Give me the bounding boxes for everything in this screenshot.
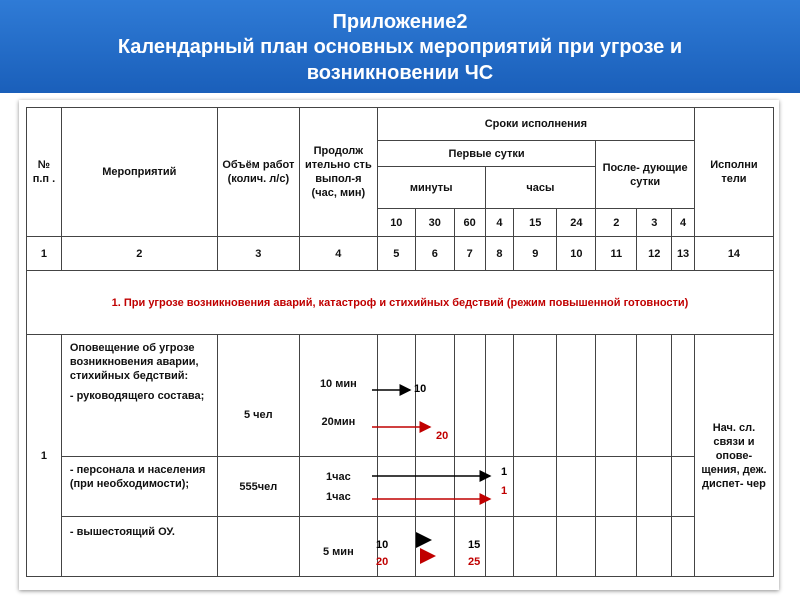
header-next-days: После- дующие сутки [596,141,695,209]
header-banner [0,0,800,93]
header-deadlines: Сроки исполнения [377,108,694,141]
header-volume: Объём работ (колич. л/с) [217,108,299,237]
sub-4: 4 [485,209,514,237]
duration-c: 5 мин [299,517,377,577]
header-hours: часы [485,167,596,209]
sub-day-2: 2 [596,209,637,237]
index-cell: 5 [377,237,415,271]
mark-c3: 15 [468,539,481,551]
calendar-plan-table [26,107,774,577]
section-title: 1. При угрозе возникновения аварий, катастроф и стихийных бедствий (режим повышенной готовности) [27,271,774,335]
event-cell-a [61,335,217,457]
header-minutes: минуты [377,167,485,209]
index-cell: 1 [27,237,62,271]
index-row [27,237,774,271]
executors-cell: Нач. сл. связи и опове- щения, деж. диспет- чер [694,335,773,577]
duration-a [299,335,377,457]
index-cell: 14 [694,237,773,271]
sub-day-3: 3 [637,209,672,237]
mark-a1: 10 [414,383,427,395]
event-c-text: - вышестоящий ОУ. [61,517,217,577]
duration-b [299,457,377,517]
index-cell: 13 [672,237,695,271]
header-event: Мероприятий [61,108,217,237]
duration-a1: 10 мин [319,377,357,390]
event-a-text: - руководящего состава; [69,390,205,402]
index-cell: 9 [514,237,557,271]
header-duration: Продолж ительно сть выпол-я (час, мин) [299,108,377,237]
mark-c1: 10 [376,539,389,551]
index-cell: 8 [485,237,514,271]
plan-title: Календарный план основных мероприятий при угрозе и возникновении ЧС [117,36,683,84]
mark-b2: 1 [501,485,508,497]
sub-24: 24 [557,209,596,237]
sub-10: 10 [377,209,415,237]
mark-b1: 1 [501,466,508,478]
index-cell: 3 [217,237,299,271]
duration-b1: 1час [325,470,351,483]
sub-15: 15 [514,209,557,237]
index-cell: 4 [299,237,377,271]
sub-60: 60 [454,209,485,237]
duration-b2: 1час [325,490,351,503]
event-main-text: Оповещение об угрозе возникновения аварии, стихийных бедствий: [69,342,199,382]
volume-b: 555чел [217,457,299,517]
sub-30: 30 [415,209,454,237]
row-number: 1 [27,335,62,577]
index-cell: 7 [454,237,485,271]
index-cell: 6 [415,237,454,271]
appendix-title: Приложение2 [332,11,468,33]
index-cell: 10 [557,237,596,271]
mark-c2: 20 [376,556,389,568]
duration-a2: 20мин [321,415,356,428]
volume-a: 5 чел [217,335,299,457]
header-num: № п.п . [27,108,62,237]
header-executors: Исполни тели [694,108,773,237]
sub-day-4: 4 [672,209,695,237]
mark-a2: 20 [436,430,449,442]
mark-c4: 25 [468,556,481,568]
index-cell: 2 [61,237,217,271]
event-b-text: - персонала и населения (при необходимости); [61,457,217,517]
index-cell: 11 [596,237,637,271]
header-first-day: Первые сутки [377,141,595,167]
index-cell: 12 [637,237,672,271]
